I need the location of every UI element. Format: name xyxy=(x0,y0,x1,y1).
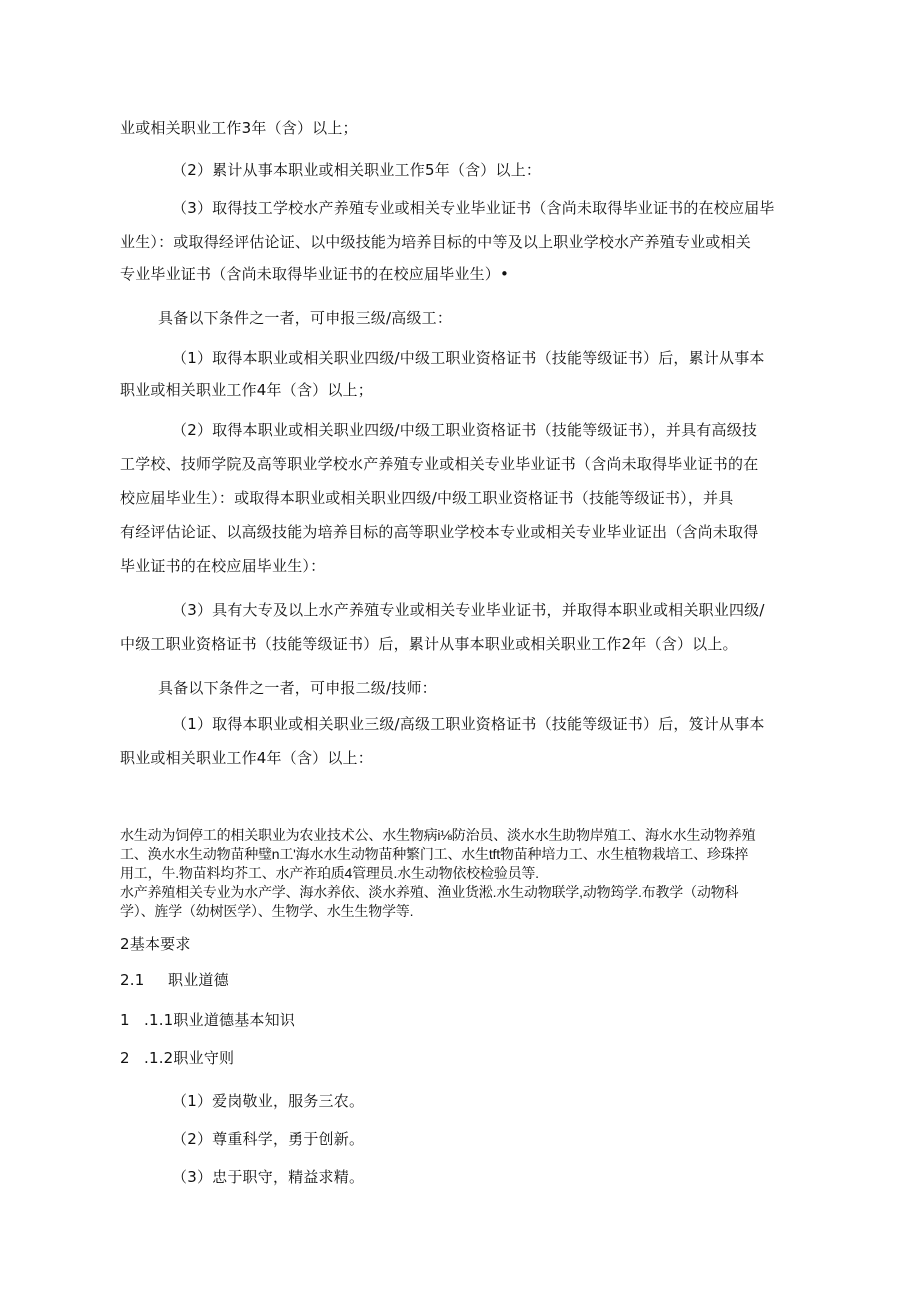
text-line: 职业或相关职业工作4年（含）以上； xyxy=(120,381,373,399)
footnote-line: 水产养殖相关专业为水产学、海水养依、淡水养殖、渔业货淞.水生动物联学,动物筠学.布教学（动物科 xyxy=(120,884,739,900)
principle-line: （3）忠于职守，精益求精。 xyxy=(172,1168,365,1186)
subsection-number: 2.1 xyxy=(120,971,145,989)
section-heading: 2基本要求 xyxy=(120,935,191,953)
subsection-title: 职业道德 xyxy=(168,971,229,989)
footnote-line: 工、涣水水生动物苗种璧n工'海水水生动物苗种繁门工、水生tft物苗种培力工、水生植物栽培工、珍珠捽 xyxy=(120,846,749,862)
text-line: （3）取得技工学校水产养殖专业或相关专业毕业证书（含尚未取得毕业证书的在校应届毕 xyxy=(172,199,775,217)
text-line: 中级工职业资格证书（技能等级证书）后，累计从事本职业或相关职业工作2年（含）以上。 xyxy=(120,635,738,653)
text-line: 具备以下条件之一者，可申报二级/技师： xyxy=(158,679,437,697)
text-line: （3）具有大专及以上水产养殖专业或相关专业毕业证书，并取得本职业或相关职业四级/ xyxy=(172,601,765,619)
text-line: 校应届毕业生）：或取得本职业或相关职业四级/中级工职业资格证书（技能等级证书），并具 xyxy=(120,489,734,507)
text-line: 毕业证书的在校应届毕业生）： xyxy=(120,557,326,575)
text-line: 专业毕业证书（含尚未取得毕业证书的在校应届毕业生）• xyxy=(120,265,510,283)
text-line: （2）取得本职业或相关职业四级/中级工职业资格证书（技能等级证书），并具有高级技 xyxy=(172,421,758,439)
principle-line: （2）尊重科学，勇于创新。 xyxy=(172,1130,365,1148)
item-label: .1.1职业道德基本知识 xyxy=(144,1011,296,1029)
text-line: （2）累计从事本职业或相关职业工作5年（含）以上： xyxy=(172,161,542,179)
text-line: 工学校、技师学院及高等职业学校水产养殖专业或相关专业毕业证书（含尚未取得毕业证书的在 xyxy=(120,455,759,473)
text-line: 职业或相关职业工作4年（含）以上： xyxy=(120,749,373,767)
text-line: 业生）：或取得经评估论证、以中级技能为培养目标的中等及以上职业学校水产养殖专业或相关 xyxy=(120,233,751,251)
footnote-line: 用工，牛.物苗料均芥工、水产祚珀质4管理员.水生动物依校检验员等. xyxy=(120,865,539,881)
item-number: 2 xyxy=(120,1049,130,1067)
item-label: .1.2职业守则 xyxy=(144,1049,235,1067)
text-line: 具备以下条件之一者，可申报三级/高级工： xyxy=(158,309,453,327)
principle-line: （1）爱岗敬业，服务三农。 xyxy=(172,1092,365,1110)
text-line: （1）取得本职业或相关职业三级/高级工职业资格证书（技能等级证书）后，笈计从事本 xyxy=(172,715,765,733)
text-line: （1）取得本职业或相关职业四级/中级工职业资格证书（技能等级证书）后，累计从事本 xyxy=(172,349,765,367)
footnote-line: 水生动为饲停工的相关职业为农业技术公、水生物病i⅛防治员、淡水水生助物岸殖工、海水水生动物养殖 xyxy=(120,827,756,843)
item-number: 1 xyxy=(120,1011,130,1029)
text-line: 有经评估论证、以高级技能为培养目标的高等职业学校本专业或相关专业毕业证出（含尚未取得 xyxy=(120,523,759,541)
footnote-line: 学）、旌学（幼树医学）、生物学、水生生物学等. xyxy=(120,903,414,919)
text-line: 业或相关职业工作3年（含）以上； xyxy=(120,119,358,137)
